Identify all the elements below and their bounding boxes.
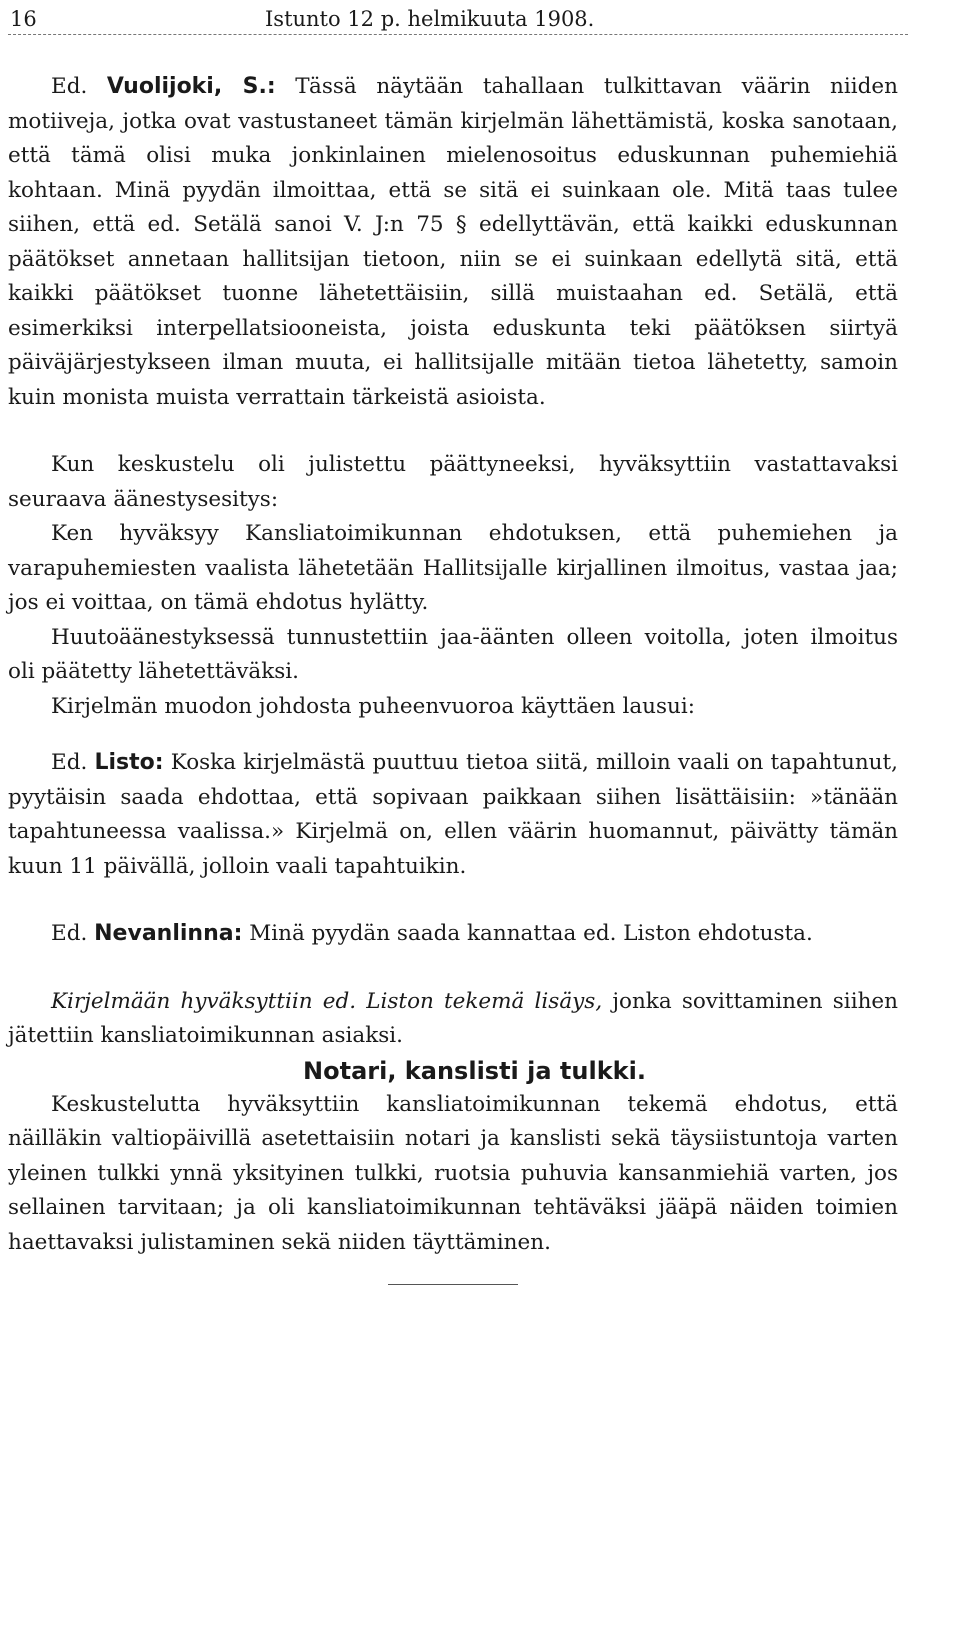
page-header [10, 4, 910, 34]
speech-text: Tässä näytään tahallaan tulkittavan väärin niiden motiiveja, jotka ovat vastustaneet tämän kirjelmän lähettämistä, koska sanotaan, että tämä olisi muka jonkinlainen mielenosoitus eduskunnan puhemiehiä kohtaan. Minä pyydän ilmoittaa, että se sitä ei suinkaan ole. Mitä taas tulee siihen, että ed. Setälä sanoi V. J:n 75 § edellyttävän, että kaikki eduskunnan päätökset annetaan hallitsijan tietoon, niin se ei suinkaan edellytä sitä, että kaikki päätökset tuonne lähetettäisiin, sillä muistaahan ed. Setälä, että esimerkiksi interpellatsiooneista, joista eduskunta teki päätöksen siirtyä päiväjärjestykseen ilman muuta, ei hallitsijalle mitään tietoa lähetetty, samoin kuin monista muista verrattain tärkeistä asioista. [8, 74, 898, 410]
end-divider [388, 1284, 518, 1285]
paragraph-vote-proposal: Kun keskustelu oli julistettu päättyneeksi, hyväksyttiin vastattavaksi seuraava äänestysesitys: [8, 452, 898, 512]
speaker-prefix: Ed. [51, 74, 88, 99]
speaker-prefix: Ed. [51, 921, 88, 946]
document-body [8, 70, 898, 1285]
paragraph-form-remark: Kirjelmän muodon johdosta puheenvuoroa käyttäen lausui: [51, 693, 696, 719]
speech-text: Minä pyydän saada kannattaa ed. Liston ehdotusta. [249, 921, 813, 946]
paragraph-listo [8, 746, 898, 884]
speaker-name-listo: Listo: [94, 750, 164, 775]
page-number: 16 [10, 7, 37, 31]
paragraph-vote-question: Ken hyväksyy Kansliatoimikunnan ehdotuksen, että puhemiehen ja varapuhemiesten vaalista lähetetään Hallitsijalle kirjallinen ilmoitus, vastaa jaa; jos ei voittaa, on tämä ehdotus hylätty. [8, 521, 898, 615]
paragraph-section-text: Keskustelutta hyväksyttiin kansliatoimikunnan tekemä ehdotus, että näilläkin valtiopäivillä asetettaisiin notari ja kanslisti sekä täysiistuntoja varten yleinen tulkki ynnä yksityinen tulkki, ruotsia puhuvia kansanmiehiä varten, jos sellainen tarvitaan; ja oli kansliatoimikunnan tehtäväksi jääpä näiden toimien haettavaksi julistaminen sekä niiden täyttäminen. [8, 1091, 898, 1255]
speech-text: Koska kirjelmästä puuttuu tietoa siitä, milloin vaali on tapahtunut, pyytäisin saada ehdottaa, että sopivaan paikkaan siihen lisättäisiin: »tänään tapahtuneessa vaalissa.» Kirjelmä on, ellen väärin huomannut, päivätty tämän kuun 11 päivällä, jolloin vaali tapahtuikin. [8, 750, 899, 879]
running-title: Istunto 12 p. helmikuuta 1908. [265, 7, 595, 31]
paragraph-vote-result: Huutoäänestyksessä tunnustettiin jaa-äänten olleen voitolla, joten ilmoitus oli päätetty lähetettäväksi. [8, 624, 898, 684]
decision-italic: Kirjelmään hyväksyttiin ed. Liston tekemä lisäys, [51, 988, 603, 1014]
speaker-name-vuolijoki: Vuolijoki, S.: [106, 74, 276, 99]
header-divider [8, 34, 908, 35]
speaker-name-nevanlinna: Nevanlinna: [94, 921, 243, 946]
decision-text: jonka sovittaminen siihen jätettiin kansliatoimikunnan asiaksi. [8, 988, 898, 1048]
paragraph-decision [8, 985, 898, 1054]
section-title: Notari, kanslisti ja tulkki. [303, 1056, 646, 1085]
speaker-prefix: Ed. [51, 750, 88, 775]
paragraph-vuolijoki [8, 70, 898, 415]
paragraph-nevanlinna [8, 917, 898, 952]
